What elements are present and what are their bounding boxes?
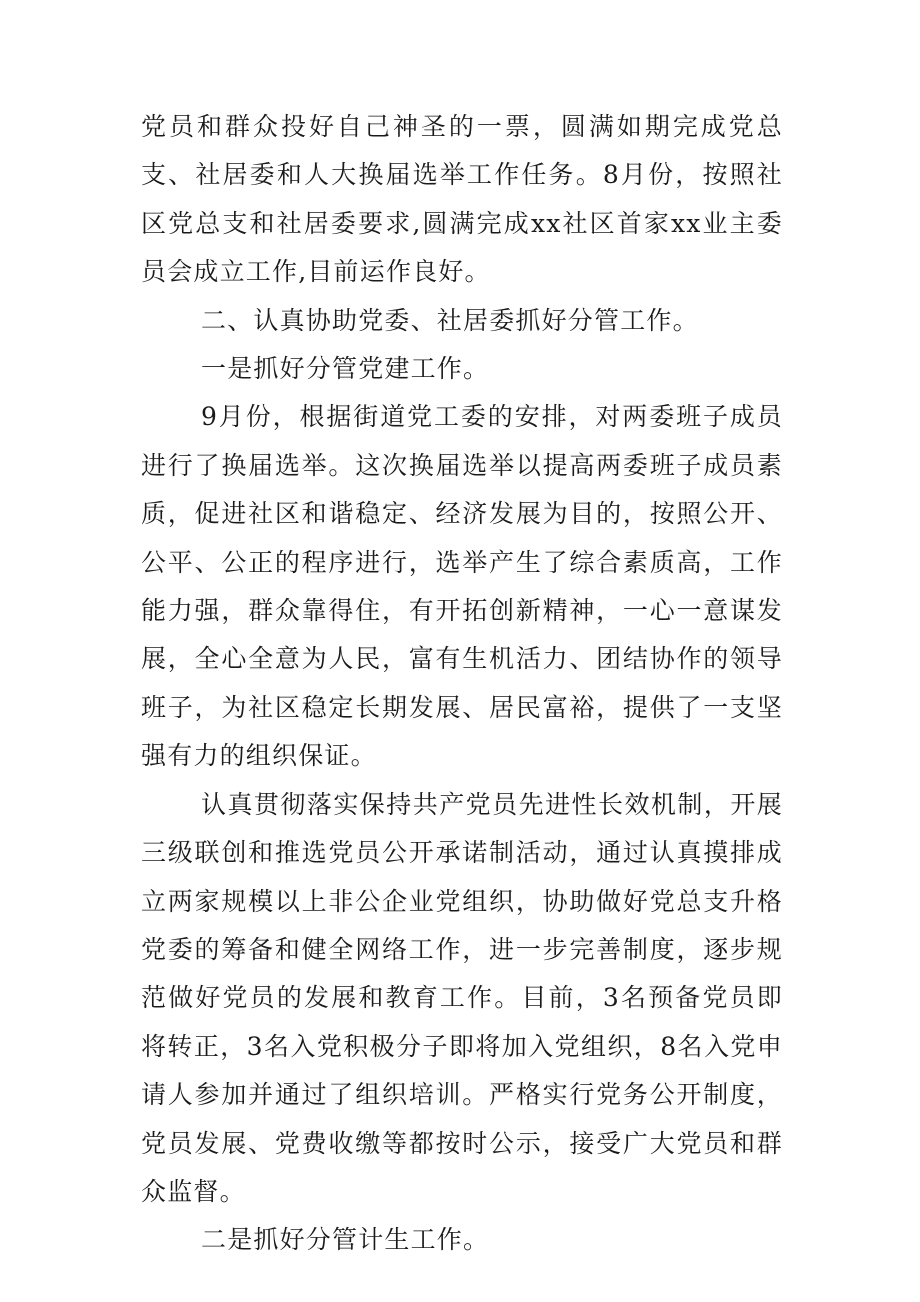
paragraph-election: 9月份，根据街道党工委的安排，对两委班子成员进行了换届选举。这次换届选举以提高两委班子成员素质，促进社区和谐稳定、经济发展为目的，按照公开、公平、公正的程序进行，选举产生了综合素质高，工作能力强，群众靠得住，有开拓创新精神，一心一意谋发展，全心全意为人民，富有生机活力、团结协作的领导班子，为社区稳定长期发展、居民富裕，提供了一支坚强有力的组织保证。	[141, 402, 783, 771]
subsection-heading-party: 一是抓好分管党建工作。	[201, 354, 490, 384]
document-body	[141, 103, 783, 1265]
subsection-heading-family-planning: 二是抓好分管计生工作。	[201, 1225, 490, 1255]
paragraph-party-building: 认真贯彻落实保持共产党员先进性长效机制，开展三级联创和推选党员公开承诺制活动，通过认真摸排成立两家规模以上非公企业党组织，协助做好党总支升格党委的筹备和健全网络工作，进一步完善制度，逐步规范做好党员的发展和教育工作。目前，3名预备党员即将转正，3名入党积极分子即将加入党组织，8名入党申请人参加并通过了组织培训。严格实行党务公开制度，党员发展、党费收缴等都按时公示，接受广大党员和群众监督。	[141, 789, 783, 1206]
paragraph-continuation: 党员和群众投好自己神圣的一票，圆满如期完成党总支、社居委和人大换届选举工作任务。8月份，按照社区党总支和社居委要求,圆满完成xx社区首家xx业主委员会成立工作,目前运作良好。	[141, 112, 783, 287]
section-heading: 二、认真协助党委、社居委抓好分管工作。	[201, 305, 699, 335]
